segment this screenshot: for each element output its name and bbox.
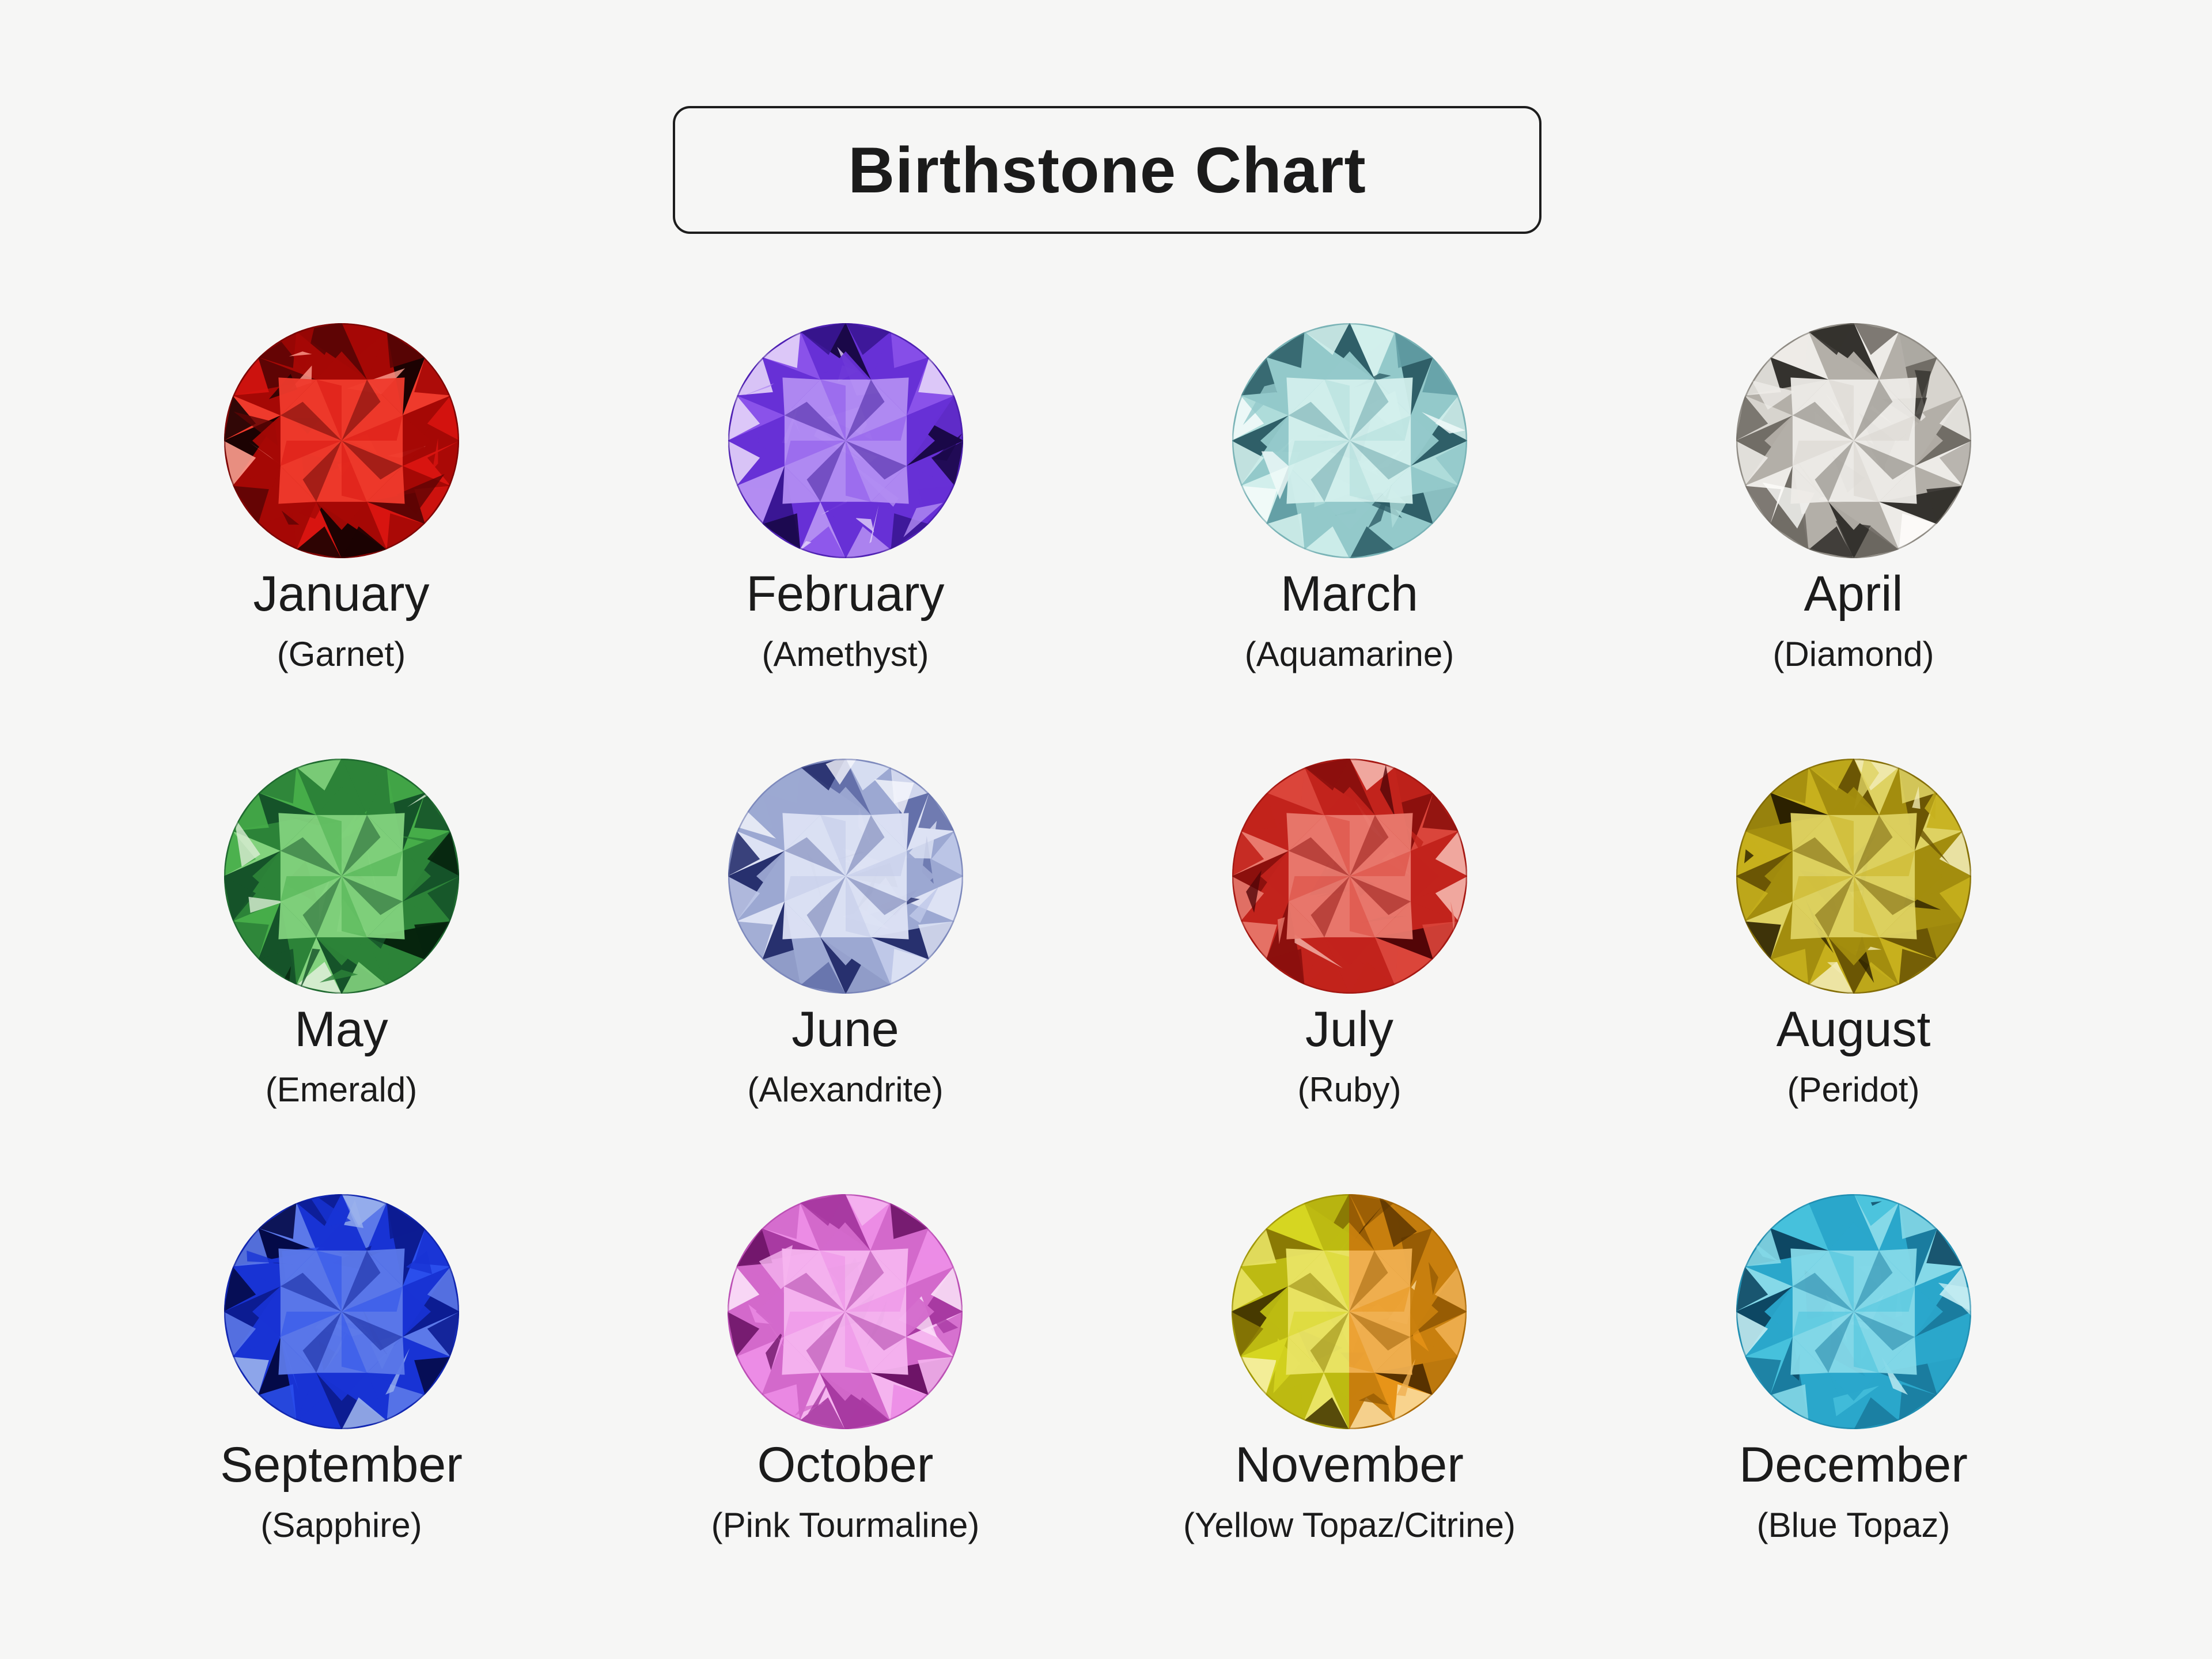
peridot-gem-icon — [1736, 758, 1972, 994]
gem-image — [1736, 323, 1972, 559]
stone-label: (Garnet) — [276, 635, 406, 673]
month-label: September — [220, 1437, 463, 1493]
birthstone-cell — [1736, 323, 1972, 672]
birthstone-cell — [711, 1194, 980, 1543]
gem-image — [1231, 1194, 1467, 1430]
month-label: December — [1739, 1437, 1968, 1493]
page-title: Birthstone Chart — [848, 134, 1366, 206]
month-label: February — [746, 566, 945, 622]
month-label: June — [791, 1002, 899, 1057]
gem-image — [728, 323, 964, 559]
title-box — [673, 106, 1541, 234]
garnet-gem-icon — [224, 323, 460, 559]
stone-label: (Ruby) — [1297, 1070, 1402, 1109]
month-label: January — [253, 566, 430, 622]
gem-image — [1232, 323, 1468, 559]
gem-image — [1736, 1194, 1972, 1430]
month-label: April — [1804, 566, 1903, 622]
gem-image — [1232, 758, 1468, 994]
birthstone-cell — [728, 323, 964, 672]
stone-label: (Amethyst) — [762, 635, 929, 673]
gem-image — [224, 323, 460, 559]
birthstone-caption — [1183, 1430, 1516, 1543]
birthstone-cell — [220, 1194, 463, 1543]
stone-label: (Pink Tourmaline) — [711, 1506, 980, 1544]
birthstone-cell — [1232, 323, 1468, 672]
diamond-gem-icon — [1736, 323, 1972, 559]
birthstone-caption — [747, 994, 943, 1107]
emerald-gem-icon — [224, 758, 460, 994]
birthstone-caption — [711, 1430, 980, 1543]
birthstone-cell — [224, 323, 460, 672]
birthstone-caption — [1772, 559, 1934, 672]
birthstone-cell — [224, 758, 460, 1107]
stone-label: (Peridot) — [1787, 1070, 1920, 1109]
gem-image — [727, 1194, 963, 1430]
month-label: March — [1281, 566, 1418, 622]
month-label: October — [757, 1437, 934, 1493]
stone-label: (Yellow Topaz/Citrine) — [1183, 1506, 1516, 1544]
birthstone-caption — [1297, 994, 1401, 1107]
birthstone-cell — [1183, 1194, 1516, 1543]
blue-topaz-gem-icon — [1736, 1194, 1972, 1430]
gem-image — [224, 1194, 460, 1430]
stone-label: (Diamond) — [1772, 635, 1934, 673]
stone-label: (Sapphire) — [260, 1506, 422, 1544]
birthstone-caption — [746, 559, 944, 672]
stone-label: (Emerald) — [265, 1070, 418, 1109]
birthstone-caption — [253, 559, 430, 672]
yellow-topaz-citrine-gem-icon — [1231, 1194, 1467, 1430]
alexandrite-gem-icon — [728, 758, 964, 994]
gem-image — [224, 758, 460, 994]
stone-label: (Alexandrite) — [747, 1070, 944, 1109]
pink-tourmaline-gem-icon — [727, 1194, 963, 1430]
birthstone-caption — [1777, 994, 1931, 1107]
sapphire-gem-icon — [224, 1194, 460, 1430]
birthstone-caption — [266, 994, 417, 1107]
birthstone-cell — [728, 758, 964, 1107]
birthstone-cell — [1736, 1194, 1972, 1543]
birthstone-caption — [1245, 559, 1455, 672]
birthstone-cell — [1736, 758, 1972, 1107]
birthstone-cell — [1232, 758, 1468, 1107]
gem-image — [1736, 758, 1972, 994]
birthstone-caption — [220, 1430, 463, 1543]
stone-label: (Aquamarine) — [1244, 635, 1455, 673]
birthstone-caption — [1739, 1430, 1968, 1543]
month-label: August — [1776, 1002, 1931, 1057]
stone-label: (Blue Topaz) — [1756, 1506, 1950, 1544]
gem-image — [728, 758, 964, 994]
birthstone-grid — [89, 323, 2105, 1543]
ruby-gem-icon — [1232, 758, 1468, 994]
amethyst-gem-icon — [728, 323, 964, 559]
month-label: May — [294, 1002, 388, 1057]
month-label: November — [1235, 1437, 1464, 1493]
month-label: July — [1305, 1002, 1393, 1057]
aquamarine-gem-icon — [1232, 323, 1468, 559]
